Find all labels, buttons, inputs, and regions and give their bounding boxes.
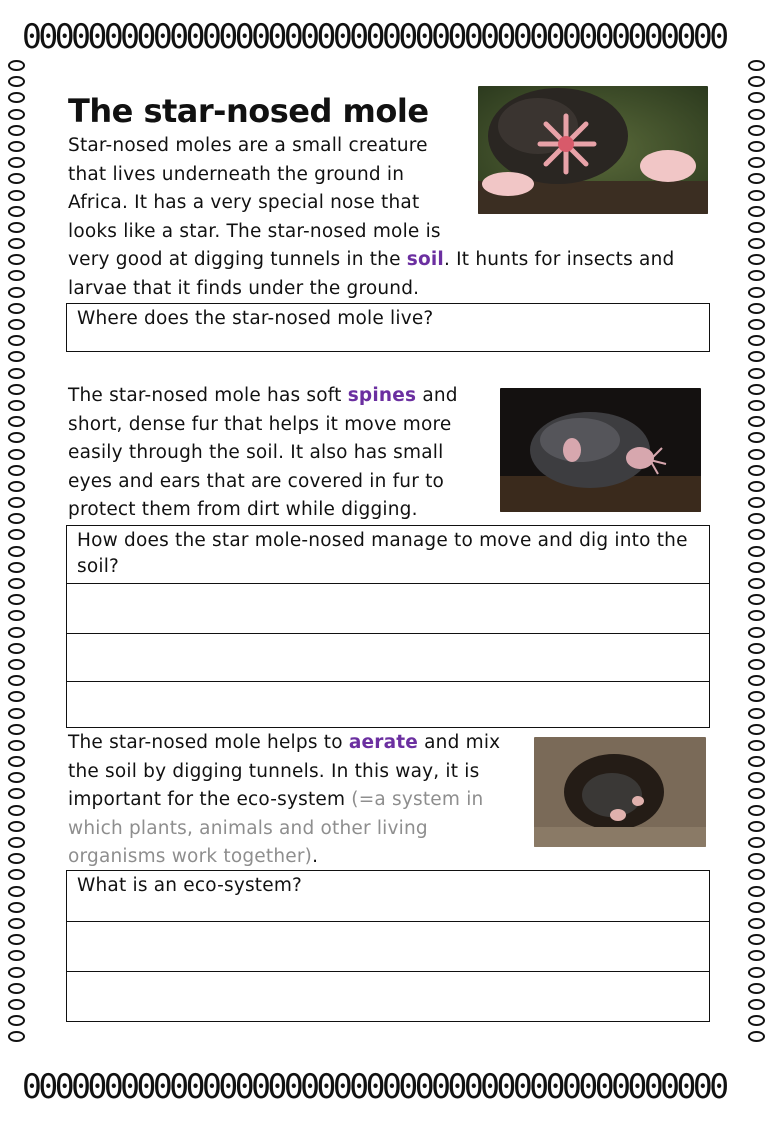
border-ring — [748, 206, 765, 217]
border-ring — [8, 384, 25, 395]
border-ring — [748, 578, 765, 589]
border-ring — [748, 60, 765, 71]
border-ring — [8, 351, 25, 362]
border-ring — [748, 853, 765, 864]
answer-line[interactable] — [67, 633, 709, 681]
border-ring — [8, 335, 25, 346]
border-ring — [748, 287, 765, 298]
border-ring — [8, 400, 25, 411]
question-box-1 — [66, 303, 710, 352]
border-ring — [8, 805, 25, 816]
border-ring — [748, 886, 765, 897]
border-ring — [748, 465, 765, 476]
border-ring — [8, 950, 25, 961]
border-ring — [8, 610, 25, 621]
mole-in-dirt-photo — [500, 388, 701, 512]
border-ring — [748, 497, 765, 508]
border-ring — [8, 643, 25, 654]
mole-in-burrow-photo — [534, 737, 706, 847]
border-ring — [748, 303, 765, 314]
border-ring — [748, 270, 765, 281]
border-ring — [8, 254, 25, 265]
border-ring — [8, 497, 25, 508]
border-ring — [748, 691, 765, 702]
border-ring — [8, 141, 25, 152]
border-ring — [748, 821, 765, 832]
border-ring — [8, 869, 25, 880]
border-ring — [8, 157, 25, 168]
border-ring — [8, 76, 25, 87]
keyword-aerate: aerate — [348, 732, 419, 753]
border-ring — [8, 934, 25, 945]
border-ring — [8, 319, 25, 330]
answer-line[interactable] — [67, 921, 709, 971]
border-ring — [8, 287, 25, 298]
border-ring — [748, 125, 765, 136]
aerate-paragraph: The star-nosed mole helps to aerate and mix the soil by digging tunnels. In this way, it is important for the eco-system (=a system in which plants, animals and other living organisms work together). — [68, 732, 501, 868]
border-ring — [748, 950, 765, 961]
border-ring — [748, 351, 765, 362]
border-ring — [8, 190, 25, 201]
border-ring — [748, 805, 765, 816]
border-ring — [8, 967, 25, 978]
border-ring — [8, 513, 25, 524]
border-ring — [748, 190, 765, 201]
border-ring — [748, 400, 765, 411]
question-row — [67, 304, 709, 332]
border-ring — [748, 109, 765, 120]
border-ring — [8, 594, 25, 605]
border-ring — [8, 918, 25, 929]
border-ring — [8, 691, 25, 702]
border-ring — [748, 173, 765, 184]
border-ring — [748, 594, 765, 605]
border-ring — [748, 222, 765, 233]
answer-line[interactable] — [67, 971, 709, 1020]
border-ring — [8, 238, 25, 249]
border-ring — [748, 999, 765, 1010]
border-ring — [748, 254, 765, 265]
border-ring — [748, 141, 765, 152]
border-ring — [748, 513, 765, 524]
top-border: 0000000000000000000000000000000000000000000 — [22, 17, 726, 57]
border-ring — [8, 206, 25, 217]
border-ring — [8, 724, 25, 735]
border-ring — [748, 432, 765, 443]
border-ring — [748, 481, 765, 492]
border-ring — [8, 270, 25, 281]
right-border — [744, 60, 768, 1060]
border-ring — [748, 934, 765, 945]
border-ring — [748, 756, 765, 767]
left-border — [4, 60, 28, 1060]
border-ring — [8, 837, 25, 848]
keyword-spines: spines — [347, 385, 417, 406]
border-ring — [748, 869, 765, 880]
border-ring — [748, 740, 765, 751]
border-ring — [748, 627, 765, 638]
border-ring — [748, 92, 765, 103]
border-ring — [748, 918, 765, 929]
border-ring — [748, 983, 765, 994]
border-ring — [8, 416, 25, 427]
border-ring — [748, 546, 765, 557]
border-ring — [8, 821, 25, 832]
border-ring — [8, 92, 25, 103]
border-ring — [8, 1031, 25, 1042]
border-ring — [748, 675, 765, 686]
border-ring — [748, 967, 765, 978]
spines-paragraph: The star-nosed mole has soft spines and short, dense fur that helps it move more easily through the soil. It also has small eyes and ears that are covered in fur to protect them from dirt while digging. — [68, 385, 458, 521]
border-ring — [748, 529, 765, 540]
border-ring — [8, 449, 25, 460]
keyword-soil: soil — [406, 249, 444, 271]
border-ring — [8, 578, 25, 589]
border-ring — [8, 432, 25, 443]
border-ring — [8, 173, 25, 184]
border-ring — [8, 222, 25, 233]
border-ring — [748, 610, 765, 621]
border-ring — [8, 772, 25, 783]
border-ring — [8, 659, 25, 670]
border-ring — [8, 708, 25, 719]
bottom-border: 0000000000000000000000000000000000000000000 — [22, 1067, 726, 1107]
border-ring — [748, 157, 765, 168]
question-box-2 — [66, 525, 710, 728]
question-2-text: How does the star mole-nosed manage to move and dig into the soil? — [77, 530, 688, 577]
border-ring — [748, 238, 765, 249]
eco-system-definition: (=a system in which plants, animals and other living organisms work together) — [68, 789, 484, 868]
border-ring — [8, 853, 25, 864]
border-ring — [8, 303, 25, 314]
border-ring — [748, 1031, 765, 1042]
border-ring — [8, 465, 25, 476]
border-ring — [8, 125, 25, 136]
border-ring — [8, 740, 25, 751]
border-ring — [8, 562, 25, 573]
border-ring — [748, 1015, 765, 1026]
question-row — [67, 871, 709, 921]
border-ring — [8, 788, 25, 799]
question-row — [67, 526, 709, 583]
border-ring — [748, 788, 765, 799]
border-ring — [8, 983, 25, 994]
border-ring — [748, 902, 765, 913]
border-ring — [748, 837, 765, 848]
page-title: The star-nosed mole — [68, 92, 429, 130]
question-box-3 — [66, 870, 710, 1022]
border-ring — [748, 643, 765, 654]
border-ring — [8, 756, 25, 767]
border-ring — [748, 335, 765, 346]
border-ring — [8, 529, 25, 540]
border-ring — [748, 319, 765, 330]
answer-line[interactable] — [67, 681, 709, 726]
border-ring — [8, 546, 25, 557]
question-1-text: Where does the star-nosed mole live? — [77, 308, 434, 329]
intro-paragraph: Star-nosed moles are a small creature that lives underneath the ground in Africa. It has a very special nose that looks like a star. The star-nosed mole is very good at digging tunnels in the soil. It hunts for insects and larvae that it finds under the ground. — [68, 135, 675, 299]
border-ring — [8, 109, 25, 120]
border-ring — [748, 659, 765, 670]
border-ring — [8, 368, 25, 379]
border-ring — [748, 368, 765, 379]
border-ring — [8, 886, 25, 897]
border-ring — [8, 481, 25, 492]
border-ring — [748, 449, 765, 460]
border-ring — [748, 772, 765, 783]
border-ring — [748, 724, 765, 735]
border-ring — [8, 60, 25, 71]
border-ring — [748, 384, 765, 395]
border-ring — [8, 1015, 25, 1026]
border-ring — [748, 416, 765, 427]
border-ring — [748, 76, 765, 87]
border-ring — [748, 562, 765, 573]
border-ring — [8, 902, 25, 913]
answer-line[interactable] — [67, 583, 709, 633]
border-ring — [8, 627, 25, 638]
question-3-text: What is an eco-system? — [77, 875, 303, 896]
border-ring — [8, 999, 25, 1010]
border-ring — [8, 675, 25, 686]
border-ring — [748, 708, 765, 719]
